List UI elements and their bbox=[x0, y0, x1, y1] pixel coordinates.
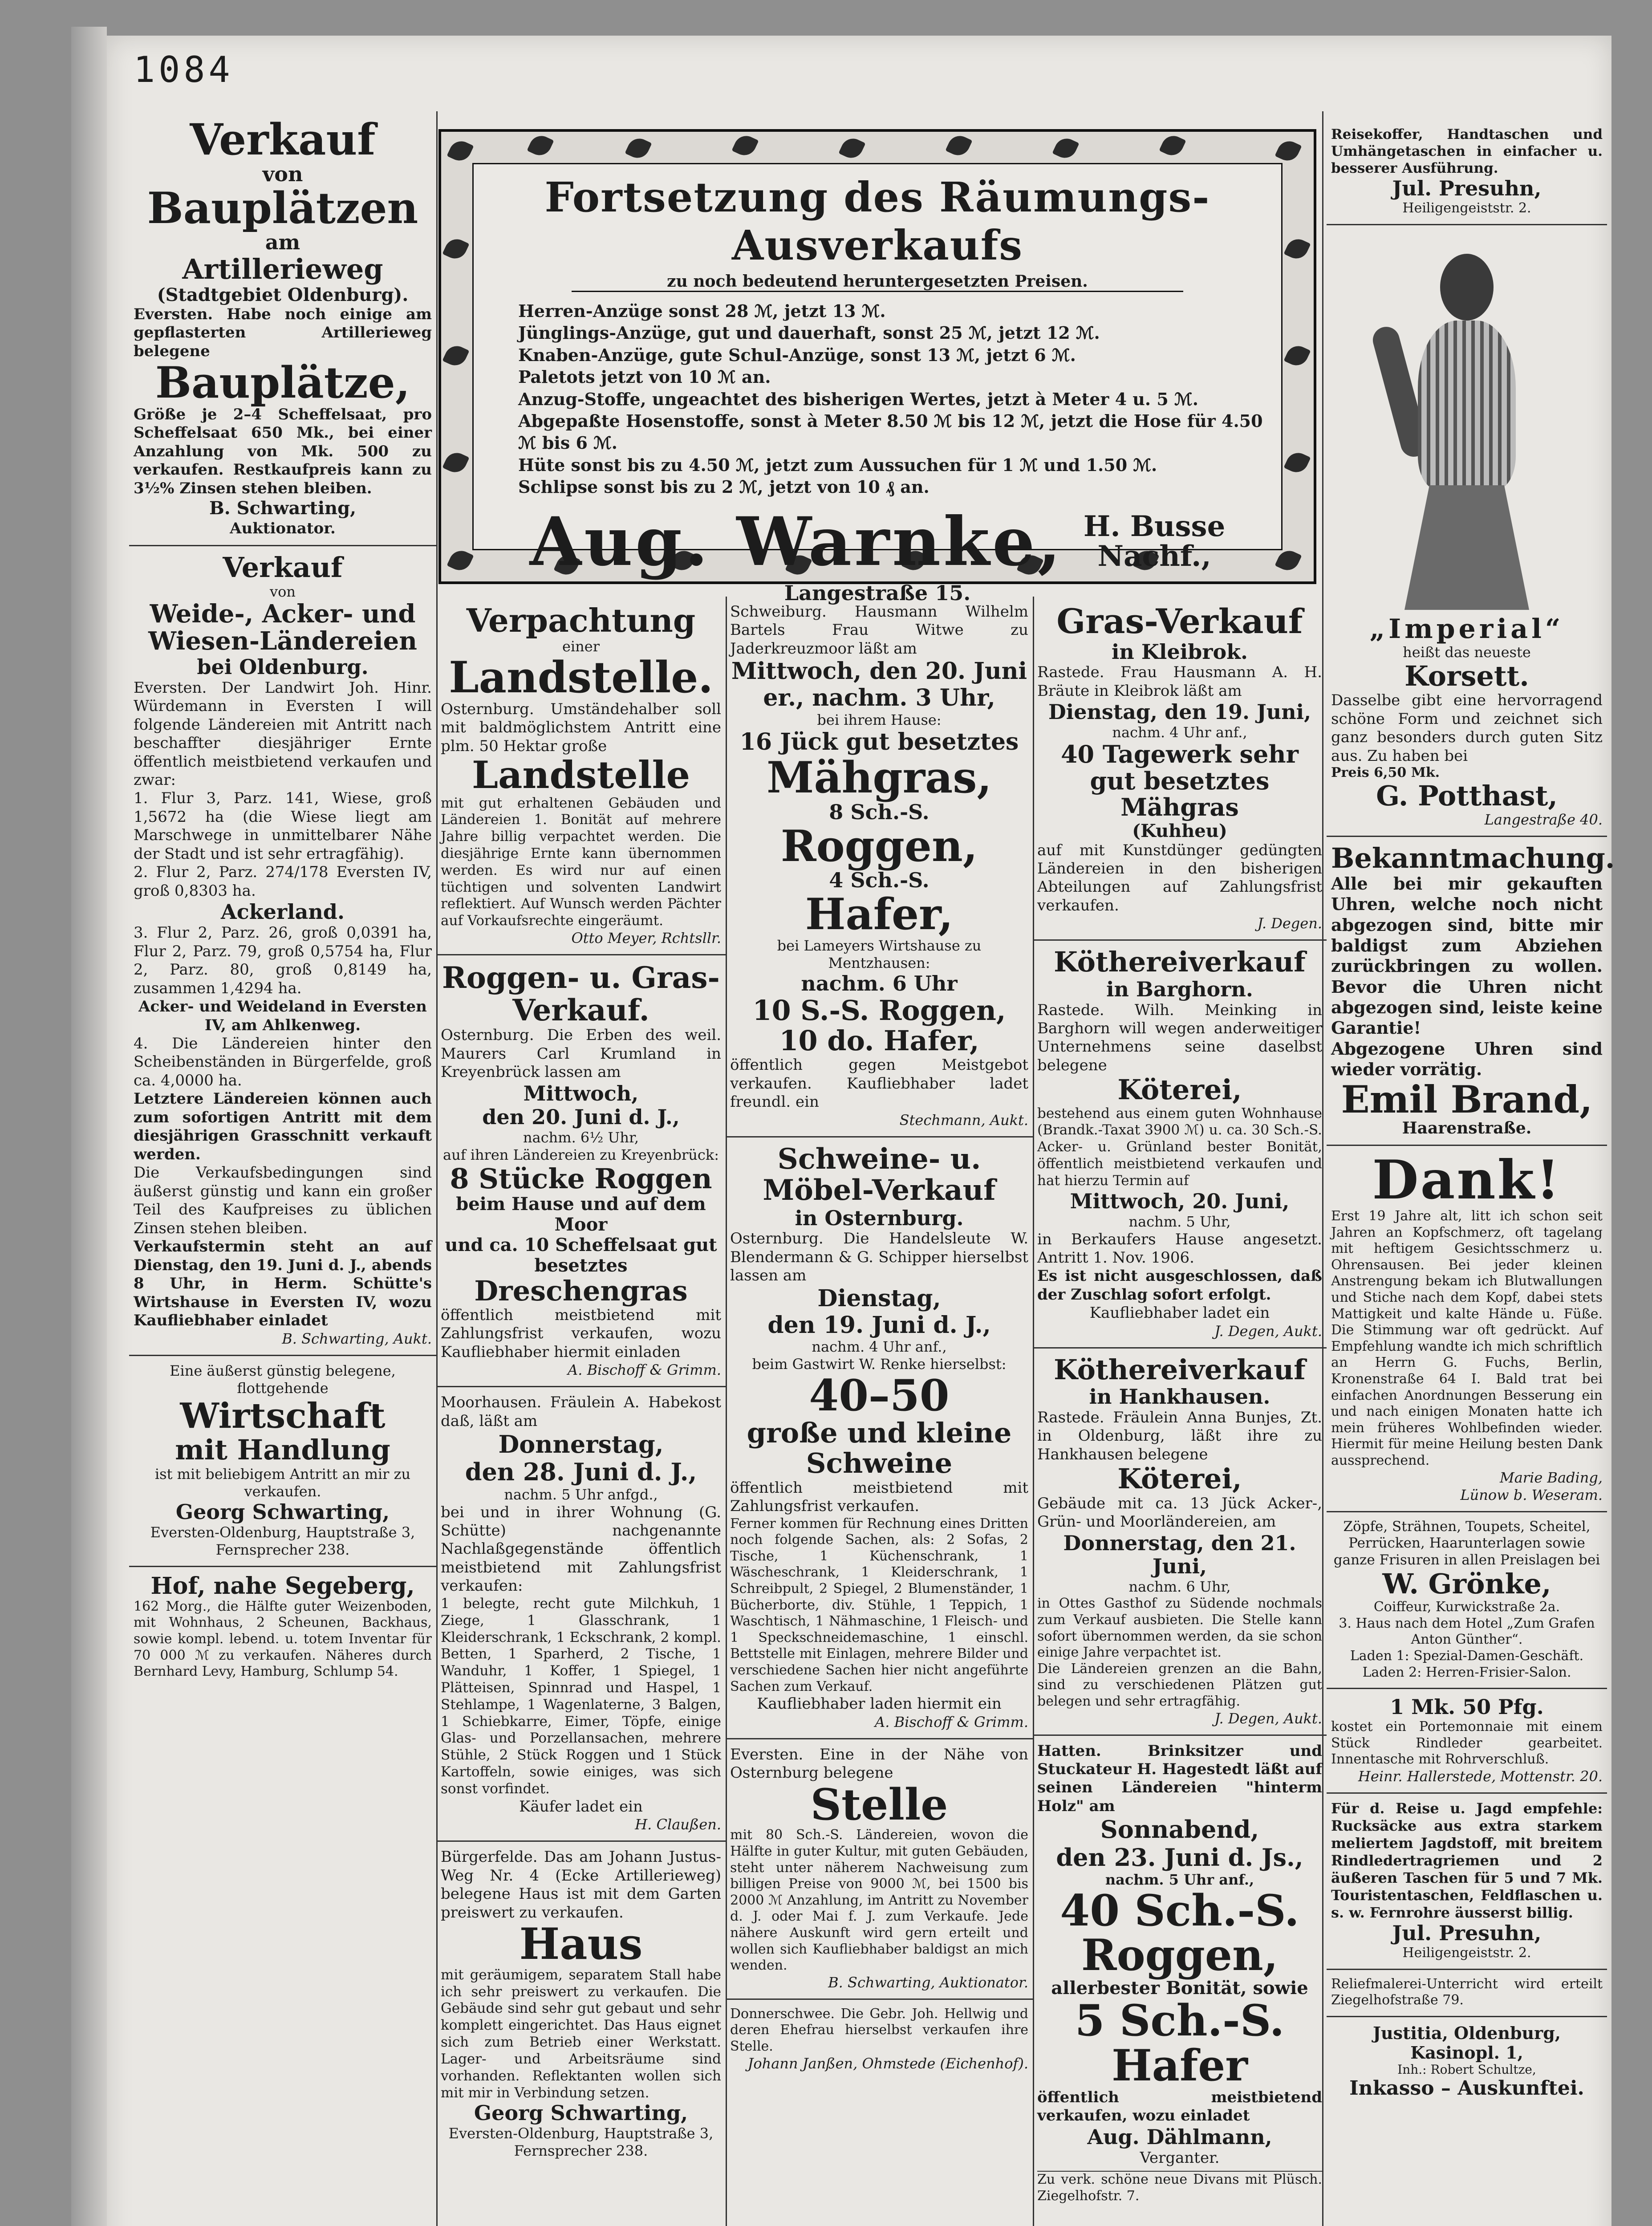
ad-text: Die Verkaufsbedingungen sind äußerst günstig und kann ein großer Teil des Kaufpreises zu üblichen Zinsen stehen bleiben. bbox=[134, 1164, 432, 1237]
page-number: 1084 bbox=[134, 49, 234, 90]
ad-date: Donnerstag, den 21. Juni, bbox=[1063, 1531, 1296, 1579]
ad-heading: am bbox=[265, 230, 300, 255]
price-line: Jünglings-Anzüge, gut und dauerhaft, sonst 25 ℳ, jetzt 12 ℳ. bbox=[518, 323, 1100, 343]
ad-schweine-moebel bbox=[726, 1137, 1033, 1739]
ad-text: kostet ein Portemonnaie mit einem Stück Rindleder gearbeitet. Innentasche mit Rohrverschluß. bbox=[1331, 1719, 1603, 1767]
ad-text: 4. Die Ländereien hinter den Scheibenständen in Bürgerfelde, groß ca. 4,0000 ha. bbox=[134, 1035, 432, 1089]
ad-heading: Verkauf bbox=[190, 114, 376, 165]
ad-heading: Landstelle bbox=[471, 753, 690, 797]
ad-text: bei ihrem Hause: bbox=[817, 711, 942, 728]
ad-heading: Inkasso – Auskunftei. bbox=[1349, 2077, 1584, 2100]
ad-heading: 16 Jück gut besetztes bbox=[739, 728, 1019, 756]
ad-portemonnaie bbox=[1327, 1689, 1607, 1794]
ad-text: Zu verk. schöne neue Divans mit Plüsch. Ziegelhofstr. 7. bbox=[1037, 2172, 1322, 2204]
ad-signature: B. Schwarting, Auktionator. bbox=[828, 1974, 1028, 1991]
ad-signature: B. Schwarting, bbox=[209, 498, 357, 519]
ad-text: Eversten. Eine in der Nähe von Osternburg belegene bbox=[730, 1745, 1028, 1782]
ad-subheading: Ackerland. bbox=[221, 900, 345, 924]
ad-date: Dienstag, bbox=[817, 1284, 941, 1312]
ad-time: nachm. 5 Uhr anfgd., bbox=[504, 1486, 658, 1503]
ad-text: Eversten. Der Landwirt Joh. Hinr. Würdemann in Eversten I will folgende Ländereien mit Antritt nach beschaffter diesjähriger Ernte öffentlich meistbietend verkaufen und zwar: bbox=[134, 678, 432, 789]
ad-text: Laden 1: Spezial-Damen-Geschäft. bbox=[1350, 1648, 1584, 1664]
price-line: Anzug-Stoffe, ungeachtet des bisherigen Wertes, jetzt à Meter 4 u. 5 ℳ. bbox=[518, 389, 1198, 409]
column-2 bbox=[436, 597, 726, 2167]
ad-heading: Bekanntmachung. bbox=[1331, 841, 1615, 874]
ad-subheading: Acker- und Weideland in Eversten IV, am Ahlkenweg. bbox=[138, 998, 427, 1034]
firm-successor-line: Nachf., bbox=[1097, 539, 1211, 573]
ad-text: Kaufliebhaber laden hiermit ein bbox=[757, 1695, 1002, 1713]
ad-maehgras bbox=[726, 597, 1033, 1137]
ad-text: 3. Flur 2, Parz. 26, groß 0,0391 ha, Flur 2, Parz. 79, groß 0,5754 ha, Flur 2, Parz. 80, groß 0,8149 ha, zusammen 1,4294 ha. bbox=[134, 924, 432, 997]
ad-signature: A. Bischoff & Grimm. bbox=[568, 1361, 721, 1379]
ad-text: Größe je 2–4 Scheffelsaat, pro Scheffelsaat 650 Mk., bei einer Anzahlung von Mk. 500 zu verkaufen. Restkaufpreis kann zu 3½% Zinsen stehen bleiben. bbox=[134, 405, 432, 497]
ad-heading: Artillerieweg bbox=[182, 253, 383, 286]
ad-subheading: allerbester Bonität, sowie bbox=[1051, 1978, 1308, 1999]
ad-address: Heiligengeiststr. 2. bbox=[1402, 1945, 1531, 1961]
ad-text: Inh.: Robert Schultze, bbox=[1397, 2062, 1536, 2077]
ad-signature: Otto Meyer, Rchtsllr. bbox=[571, 930, 721, 947]
ad-text: 3. Haus nach dem Hotel „Zum Grafen Anton Günther“. bbox=[1339, 1615, 1595, 1648]
column-5 bbox=[1327, 120, 1615, 2107]
ad-gras-verkauf bbox=[1033, 597, 1327, 941]
ad-signature: H. Claußen. bbox=[635, 1816, 721, 1833]
ad-text: Zöpfe, Strähnen, Toupets, Scheitel, Perrücken, Haarunterlagen sowie ganze Frisuren in allen Preislagen bei bbox=[1333, 1518, 1600, 1568]
ad-time: nachm. 6½ Uhr, bbox=[523, 1129, 639, 1146]
ad-relief bbox=[1327, 1970, 1607, 2017]
ad-text: beim Gastwirt W. Renke hierselbst: bbox=[752, 1356, 1007, 1373]
ad-time: nachm. 4 Uhr anf., bbox=[1112, 724, 1247, 741]
ad-signature: Marie Bading, bbox=[1499, 1469, 1603, 1486]
ad-text: mit gut erhaltenen Gebäuden und Ländereien 1. Bonität auf mehrere Jahre billig verpachtet werden. Die diesjährige Ernte kann übernommen werden. Es wird nur auf einen tüchtigen und solventen Landwirt reflektiert. Auf Wunsch werden Pächter auf Vorkaufsrechte eingeräumt. bbox=[441, 795, 721, 929]
ad-date: den 28. Juni d. J., bbox=[465, 1458, 697, 1487]
ad-text: 1. Flur 3, Parz. 141, Wiese, groß 1,5672 ha (die Wiese liegt am Marschwege in unmittelbarer Nähe der Stadt und ist sehr ertragfähig). bbox=[134, 789, 432, 863]
price-line: Knaben-Anzüge, gute Schul-Anzüge, sonst 13 ℳ, jetzt 6 ℳ. bbox=[518, 345, 1076, 365]
ad-heading: 8 Stücke Roggen bbox=[450, 1162, 712, 1195]
price-line: Abgepaßte Hosenstoffe, sonst à Meter 8.50 ℳ bis 12 ℳ, jetzt die Hose für 4.50 ℳ bis 6 ℳ. bbox=[518, 410, 1263, 453]
corset-illustration bbox=[1387, 236, 1547, 610]
ad-signature: Georg Schwarting, bbox=[175, 1499, 390, 1524]
ad-text: Laden 2: Herren-Frisier-Salon. bbox=[1362, 1664, 1571, 1680]
column-3 bbox=[726, 597, 1033, 2080]
ad-text: in Ottes Gasthof zu Südende nochmals zum Verkauf ausbieten. Die Stelle kann sofort übernommen werden, da sie schon einige Jahre verpachtet ist. bbox=[1037, 1596, 1322, 1661]
ad-text: auf mit Kunstdünger gedüngten Ländereien in den bisherigen Abteilungen auf Zahlungsfrist verkaufen. bbox=[1037, 841, 1322, 914]
ad-heading: von bbox=[270, 583, 296, 600]
ad-heading: Haus bbox=[519, 1919, 643, 1970]
ad-time: nachm. 6 Uhr, bbox=[1128, 1578, 1231, 1596]
price-line: Schlipse sonst bis zu 2 ℳ, jetzt von 10 ₰ an. bbox=[518, 477, 930, 497]
ad-text: bestehend aus einem guten Wohnhause (Brandk.-Taxat 3900 ℳ) u. ca. 30 Sch.-S. Acker- u. Grünland bester Bonität, öffentlich meistbietend verkaufen und hat hierzu Termin auf bbox=[1037, 1105, 1322, 1189]
ad-heading: von bbox=[262, 162, 303, 186]
ad-text: mit geräumigem, separatem Stall habe ich sehr preiswert zu verkaufen. Die Gebäude sind sehr gut gebaut und sehr komplett eingerichtet. Das Haus eignet sich zum Betrieb einer Werkstatt. Lager- und Arbeitsräume sind vorhanden. Reflektanten wollen sich mit mir in Verbindung setzen. bbox=[441, 1966, 721, 2101]
ad-date: den 20. Juni d. J., bbox=[482, 1105, 680, 1129]
ad-presuhn-reise bbox=[1327, 1794, 1607, 1970]
ad-text: Die Ländereien grenzen an die Bahn, sind zu verschiedenen Plätzen gut belegen und sehr ertragfähig. bbox=[1037, 1661, 1322, 1709]
ad-address: Heiligengeiststr. 2. bbox=[1402, 200, 1531, 216]
ad-address: Haarenstraße. bbox=[1402, 1118, 1532, 1137]
ad-heading: Weide-, Acker- und Wiesen-Ländereien bbox=[148, 599, 417, 656]
ad-text: 1 belegte, recht gute Milchkuh, 1 Ziege, 1 Glasschrank, 1 Kleiderschrank, 1 Eckschrank, 2 kompl. Betten, 1 Sparherd, 2 Tische, 1 Wanduhr, 1 Koffer, 1 Spiegel, 1 Plätteisen, Spinnrad und Haspel, 1 Stehlampe, 1 Wagenlaterne, 3 Balgen, 1 Schiebkarre, Eimer, Töpfe, einige Glas- und Porzellansachen, mehrere Stühle, 2 Stück Roggen und 1 Stück Kartoffeln, sowie einiges, was sich sonst vorfindet. bbox=[441, 1595, 721, 1797]
ad-text: Abgezogene Uhren sind wieder vorrätig. bbox=[1331, 1038, 1603, 1080]
ad-heading: bei Oldenburg. bbox=[197, 654, 369, 679]
ad-text: Osternburg. Die Handelsleute W. Blendermann & G. Schipper hierselbst lassen am bbox=[730, 1230, 1028, 1285]
ad-heading: 40 Tagewerk sehr gut besetztes Mähgras bbox=[1060, 740, 1299, 822]
firm-successor bbox=[1083, 509, 1226, 573]
ad-text: Rastede. Frau Hausmann A. H. Bräute in Kleibrok läßt am bbox=[1037, 663, 1322, 700]
ad-signature: J. Degen, Aukt. bbox=[1214, 1710, 1322, 1727]
ad-heading: 1 Mk. 50 Pfg. bbox=[1390, 1695, 1544, 1719]
ad-heading: Hafer bbox=[1112, 2040, 1248, 2091]
ad-date: Mittwoch, 20. Juni, bbox=[1070, 1189, 1290, 1213]
ad-text: ist mit beliebigem Antritt an mir zu verkaufen. bbox=[154, 1465, 411, 1500]
ad-date: den 23. Juni d. Js., bbox=[1056, 1843, 1303, 1872]
ad-heading: 40–50 bbox=[809, 1370, 950, 1421]
ad-text: 2. Flur 2, Parz. 274/178 Eversten IV, groß 0,8303 ha. bbox=[134, 863, 432, 900]
ad-heading: Köthereiverkauf bbox=[1054, 946, 1306, 979]
ad-text: öffentlich meistbietend verkaufen, wozu einladet bbox=[1037, 2088, 1322, 2125]
ad-text: Reisekoffer, Handtaschen und Umhängetaschen in einfacher u. besserer Ausführung. bbox=[1331, 126, 1603, 176]
ad-text: Ferner kommen für Rechnung eines Dritten noch folgende Sachen, als: 2 Sofas, 2 Tische, 1 Küchenschrank, 1 Wäscheschrank, 1 Kleiderschrank, 1 Schreibpult, 2 Spiegel, 2 Blumenständer, 1 Bücherborte, div. Stühle, 1 Teppich, 1 Waschtisch, 1 Nähmaschine, 1 Fleisch- und 1 Speckschneidemaschine, 1 einschl. Bettstelle mit Einlagen, mehrere Bilder und verschiedene Sachen hier nicht angeführte Sachen zum Verkauf. bbox=[730, 1515, 1028, 1694]
ad-text: 162 Morg., die Hälfte guter Weizenboden, mit Wohnhaus, 2 Scheunen, Backhaus, sowie kompl. lebend. u. totem Inventar für 70 000 ℳ zu verkaufen. Näheres durch Bernhard Levy, Hamburg, Schlump 54. bbox=[134, 1598, 432, 1680]
ad-heading: 10 S.-S. Roggen, bbox=[752, 994, 1006, 1027]
ad-justitia bbox=[1327, 2017, 1607, 2107]
ad-heading: Gras-Verkauf bbox=[1056, 601, 1303, 641]
ad-heading: Verpachtung bbox=[466, 601, 696, 639]
ad-text: Gebäude mit ca. 13 Jück Acker-, Grün- und Moorländereien, am bbox=[1037, 1494, 1322, 1531]
ad-text: in Berkaufers Hause angesetzt. Antritt 1. Nov. 1906. bbox=[1037, 1230, 1322, 1267]
ad-text: einer bbox=[562, 638, 600, 655]
firm-successor-line: H. Busse bbox=[1083, 509, 1226, 543]
ad-signature: Emil Brand, bbox=[1341, 1077, 1593, 1121]
ad-heading: „Imperial“ bbox=[1369, 613, 1564, 645]
ad-kotherei-barghorn bbox=[1033, 941, 1327, 1349]
ad-signature: J. Degen. bbox=[1257, 915, 1322, 932]
ad-text: Dasselbe gibt eine hervorragend schöne Form und zeichnet sich ganz besonders durch guten Sitz aus. Zu haben bei bbox=[1331, 691, 1603, 765]
ad-subheading: 8 Sch.-S. bbox=[829, 800, 930, 824]
ad-text: Bürgerfelde. Das am Johann Justus-Weg Nr. 4 (Ecke Artillerieweg) belegene Haus ist mit dem Garten preiswert zu verkaufen. bbox=[441, 1848, 721, 1921]
ad-heading: Dreschengras bbox=[474, 1274, 688, 1307]
price-list bbox=[491, 300, 1263, 498]
ad-heading: Wirtschaft bbox=[180, 1395, 386, 1436]
ad-text: Es ist nicht ausgeschlossen, daß der Zuschlag sofort erfolgt. bbox=[1037, 1267, 1322, 1304]
firm-address: Langestraße 15. bbox=[784, 581, 971, 605]
ad-text: öffentlich gegen Meistgebot verkaufen. Kaufliebhaber ladet freundl. ein bbox=[730, 1056, 1028, 1111]
ad-price: Preis 6,50 Mk. bbox=[1331, 765, 1440, 781]
ad-text: Eine äußerst günstig belegene, flottgehende bbox=[170, 1362, 396, 1397]
ad-text: Eversten. Habe noch einige am gepflasterten Artillerieweg belegene bbox=[134, 305, 432, 360]
ad-address: Eversten-Oldenburg, Hauptstraße 3, Fernsprecher 238. bbox=[448, 2125, 714, 2160]
ad-heading: Bauplätzen bbox=[147, 183, 418, 233]
banner-subtitle: zu noch bedeutend heruntergesetzten Preisen. bbox=[572, 272, 1183, 292]
ad-roggen-gras bbox=[436, 955, 726, 1387]
ad-heading: Verkauf bbox=[223, 551, 343, 584]
ad-heading: Köthereiverkauf bbox=[1054, 1353, 1306, 1386]
ad-wirtschaft bbox=[129, 1356, 436, 1567]
ad-signature: Georg Schwarting, bbox=[474, 2101, 688, 2125]
ad-signature: Stechmann, Aukt. bbox=[899, 1111, 1028, 1129]
ad-heading: Roggen, bbox=[780, 821, 978, 871]
ad-heading: Roggen- u. Gras-Verkauf. bbox=[442, 960, 720, 1028]
ad-laendereien bbox=[129, 546, 436, 1356]
ad-heading: 40 Sch.-S. bbox=[1060, 1885, 1299, 1936]
ad-text: Alle bei mir gekauften Uhren, welche noch nicht abgezogen sind, bitte mir baldigst zum Abziehen zurückbringen zu wollen. Bevor die Uhren nicht abgezogen sind, leiste keine Garantie! bbox=[1331, 873, 1603, 1038]
ad-signature: Jul. Presuhn, bbox=[1392, 1921, 1542, 1946]
ad-heading: Stelle bbox=[810, 1779, 948, 1830]
ad-subheading: 4 Sch.-S. bbox=[829, 868, 930, 893]
price-line: Herren-Anzüge sonst 28 ℳ, jetzt 13 ℳ. bbox=[518, 301, 886, 321]
ad-date: Donnerstag, bbox=[498, 1430, 664, 1459]
ad-text: Erst 19 Jahre alt, litt ich schon seit Jahren an Kopfschmerz, oft tagelang mit heftigem Gesichtsschmerz u. Ohrensausen. Bei jeder kleinen Anstrengung bekam ich Blutwallungen und Stiche nach dem Kopf, dabei stets Mattigkeit und kalte Hände u. Füße. Die Stimmung war oft gedrückt. Auf Empfehlung wandte ich mich schriftlich an Herrn G. Fuchs, Berlin, Kronenstraße 64 I. Bald trat bei einfachen Anordnungen Besserung ein und nach einigen Monaten hatte ich mein früheres Wohlbefinden wieder. Hiermit für meine Heilung besten Dank aussprechend. bbox=[1331, 1208, 1603, 1468]
ad-haus bbox=[436, 1842, 726, 2167]
ad-subheading: in Hankhausen. bbox=[1089, 1385, 1270, 1409]
ad-groenke bbox=[1327, 1512, 1607, 1690]
ad-signature: Heinr. Hallerstede, Mottenstr. 20. bbox=[1358, 1767, 1603, 1785]
ad-text: Rastede. Fräulein Anna Bunjes, Zt. in Oldenburg, läßt ihre zu Hankhausen belegene bbox=[1037, 1409, 1322, 1463]
ad-heading: 5 Sch.-S. bbox=[1075, 1995, 1285, 2046]
ad-date: Mittwoch, bbox=[523, 1081, 639, 1105]
ad-signature: B. Schwarting, Aukt. bbox=[282, 1330, 432, 1347]
ad-dank bbox=[1327, 1146, 1607, 1512]
ad-date: Mittwoch, den 20. Juni er., nachm. 3 Uhr, bbox=[731, 658, 1027, 712]
ad-text: Rastede. Wilh. Meinking in Barghorn will wegen anderweitiger Unternehmens seine daselbst belegene bbox=[1037, 1001, 1322, 1074]
ad-time: nachm. 5 Uhr, bbox=[1128, 1213, 1231, 1230]
ad-signature: Auktionator. bbox=[230, 519, 336, 537]
ad-heading: Köterei, bbox=[1117, 1073, 1242, 1106]
ad-heading: Landstelle. bbox=[449, 652, 713, 703]
ad-subheading: (Kuhheu) bbox=[1132, 820, 1227, 841]
ad-heading: Korsett. bbox=[1404, 659, 1529, 692]
ad-text: Kaufliebhaber ladet ein bbox=[1089, 1304, 1270, 1322]
ad-presuhn-koffer bbox=[1327, 120, 1607, 225]
ad-text: Osternburg. Umständehalber soll mit baldmöglichstem Antritt eine plm. 50 Hektar große bbox=[441, 700, 721, 755]
ad-text: Moorhausen. Fräulein A. Habekost daß, läßt am bbox=[441, 1393, 721, 1430]
ad-heading: Bauplätze, bbox=[155, 357, 410, 408]
ad-signature: Johann Janßen, Ohmstede (Eichenhof). bbox=[747, 2055, 1028, 2072]
ad-text: Letztere Ländereien können auch zum sofortigen Antritt mit dem diesjährigen Grasschnitt verkauft werden. bbox=[134, 1090, 432, 1163]
ad-heading: Roggen, bbox=[1081, 1930, 1279, 1981]
ad-time: nachm. 4 Uhr anf., bbox=[812, 1338, 947, 1356]
ad-signature: A. Bischoff & Grimm. bbox=[875, 1713, 1028, 1730]
ad-time: nachm. 6 Uhr bbox=[801, 971, 958, 996]
ad-signature: Justitia, Oldenburg, Kasinopl. 1, bbox=[1373, 2023, 1561, 2063]
ad-heading: Hafer, bbox=[805, 889, 954, 940]
ad-text: bei und in ihrer Wohnung (G. Schütte) nachgenannte Nachlaßgegenstände öffentlich meistbietend mit Zahlungsfrist verkaufen: bbox=[441, 1503, 721, 1595]
ad-text: öffentlich meistbietend mit Zahlungsfrist verkaufen, wozu Kaufliebhaber hiermit einladen bbox=[441, 1306, 721, 1361]
ad-signature: Jul. Presuhn, bbox=[1392, 176, 1542, 201]
ad-address: Eversten-Oldenburg, Hauptstraße 3, Fernsprecher 238. bbox=[150, 1523, 415, 1558]
ad-subheading: in Kleibrok. bbox=[1111, 639, 1248, 664]
ad-signature: J. Degen, Aukt. bbox=[1214, 1322, 1322, 1340]
ad-heading: mit Handlung bbox=[175, 1434, 390, 1466]
ad-time: nachm. 5 Uhr anf., bbox=[1105, 1871, 1254, 1888]
ad-text: Donnerschwee. Die Gebr. Joh. Hellwig und deren Ehefrau hierselbst verkaufen ihre Stelle. bbox=[730, 2006, 1028, 2054]
ad-text: Verkaufstermin steht an auf Dienstag, den 19. Juni d. J., abends 8 Uhr, in Herm. Schütte's Wirtshause in Eversten IV, wozu Kaufliebhaber einladet bbox=[134, 1238, 432, 1330]
ad-heading: große und kleine bbox=[747, 1417, 1012, 1450]
ad-text: öffentlich meistbietend mit Zahlungsfrist verkaufen. bbox=[730, 1479, 1028, 1515]
ad-heading: Schweine bbox=[806, 1447, 953, 1480]
ad-subheading: in Osternburg. bbox=[795, 1206, 964, 1230]
ad-subheading: (Stadtgebiet Oldenburg). bbox=[157, 284, 409, 305]
ad-address: Coiffeur, Kurwickstraße 2a. bbox=[1373, 1599, 1560, 1615]
ad-verpachtung bbox=[436, 597, 726, 955]
ad-address: Langestraße 40. bbox=[1484, 811, 1603, 828]
column-1 bbox=[129, 111, 436, 1687]
ad-heading: Dank! bbox=[1372, 1149, 1562, 1212]
ad-heading: Schweine- u. Möbel-Verkauf bbox=[763, 1142, 996, 1207]
price-line: Paletots jetzt von 10 ℳ an. bbox=[518, 367, 771, 387]
ad-text: auf ihren Ländereien zu Kreyenbrück: bbox=[443, 1146, 719, 1163]
column-4 bbox=[1033, 597, 1327, 2211]
ad-date: den 19. Juni d. J., bbox=[767, 1311, 991, 1339]
warnke-banner-ad bbox=[438, 129, 1316, 605]
ad-text: Osternburg. Die Erben des weil. Maurers Carl Krumland in Kreyenbrück lassen am bbox=[441, 1026, 721, 1081]
ad-signature: W. Grönke, bbox=[1382, 1568, 1551, 1600]
ad-heading: Köterei, bbox=[1117, 1462, 1242, 1495]
book-binding-edge bbox=[71, 27, 107, 2226]
ad-date: Sonnabend, bbox=[1100, 1815, 1259, 1844]
ad-hof bbox=[129, 1567, 436, 1687]
ad-text: mit 80 Sch.-S. Ländereien, wovon die Hälfte in guter Kultur, mit guten Gebäuden, steht unter näherem Nachweisung zum billigen Preise von 9000 ℳ, bei 1500 bis 2000 ℳ Anzahlung, im Antritt zu November d. J. oder Mai f. J. zum Verkaufe. Jede nähere Auskunft wird gern erteilt und wollen sich Kaufliebhaber baldigst an mich wenden. bbox=[730, 1827, 1028, 1974]
firm-name: Aug. Warnke, bbox=[529, 502, 1063, 581]
ad-signature: Verganter. bbox=[1140, 2149, 1220, 2167]
ad-kotherei-hankhausen bbox=[1033, 1349, 1327, 1736]
ad-text: Für d. Reise u. Jagd empfehle: Rucksäcke aus extra starkem meliertem Jagdstoff, mit breitem Rindledertragriemen und 2 äußeren Taschen für 5 und 7 Mk. Touristentaschen, Feldflaschen u. s. w. Fernrohre äusserst billig. bbox=[1331, 1799, 1603, 1921]
ad-text: Hatten. Brinksitzer und Stuckateur H. Hagestedt läßt auf seinen Ländereien "hinterm Holz" am bbox=[1037, 1742, 1322, 1815]
ad-address: Lünow b. Weseram. bbox=[1460, 1486, 1603, 1503]
ad-bekanntmachung bbox=[1327, 837, 1615, 1146]
ad-text: Reliefmalerei-Unterricht wird erteilt Ziegelhofstraße 79. bbox=[1331, 1976, 1603, 2008]
ad-heading: Mähgras, bbox=[767, 752, 992, 803]
ad-subheading: in Barghorn. bbox=[1106, 977, 1253, 1001]
ad-subheading: beim Hause und auf dem Moor bbox=[456, 1193, 706, 1235]
ad-text: bei Lameyers Wirtshause zu Mentzhausen: bbox=[777, 937, 982, 972]
ad-hagestedt bbox=[1033, 1736, 1327, 2212]
ad-signature: Aug. Dählmann, bbox=[1087, 2124, 1272, 2149]
banner-frame bbox=[472, 163, 1283, 605]
ad-donnerschwee bbox=[726, 2000, 1033, 2080]
price-line: Hüte sonst bis zu 4.50 ℳ, jetzt zum Aussuchen für 1 ℳ und 1.50 ℳ. bbox=[518, 455, 1157, 475]
ad-heading: 10 do. Hafer, bbox=[779, 1024, 979, 1057]
ad-nachlass bbox=[436, 1387, 726, 1842]
ad-stelle bbox=[726, 1739, 1033, 2000]
ad-heading: Hof, nahe Segeberg, bbox=[150, 1572, 415, 1600]
ad-text: Schweiburg. Hausmann Wilhelm Bartels Frau Witwe zu Jaderkreuzmoor läßt am bbox=[730, 603, 1028, 658]
ad-korsett bbox=[1327, 225, 1607, 837]
banner-title: Fortsetzung des Räumungs-Ausverkaufs bbox=[544, 173, 1210, 269]
ad-signature: G. Potthast, bbox=[1376, 779, 1558, 812]
ad-date: Dienstag, den 19. Juni, bbox=[1048, 700, 1311, 724]
ad-text: heißt das neueste bbox=[1403, 643, 1531, 661]
ad-subheading: und ca. 10 Scheffelsaat gut besetztes bbox=[445, 1234, 717, 1276]
ad-bauplaetze bbox=[129, 111, 436, 546]
ad-text: Käufer ladet ein bbox=[519, 1797, 643, 1816]
